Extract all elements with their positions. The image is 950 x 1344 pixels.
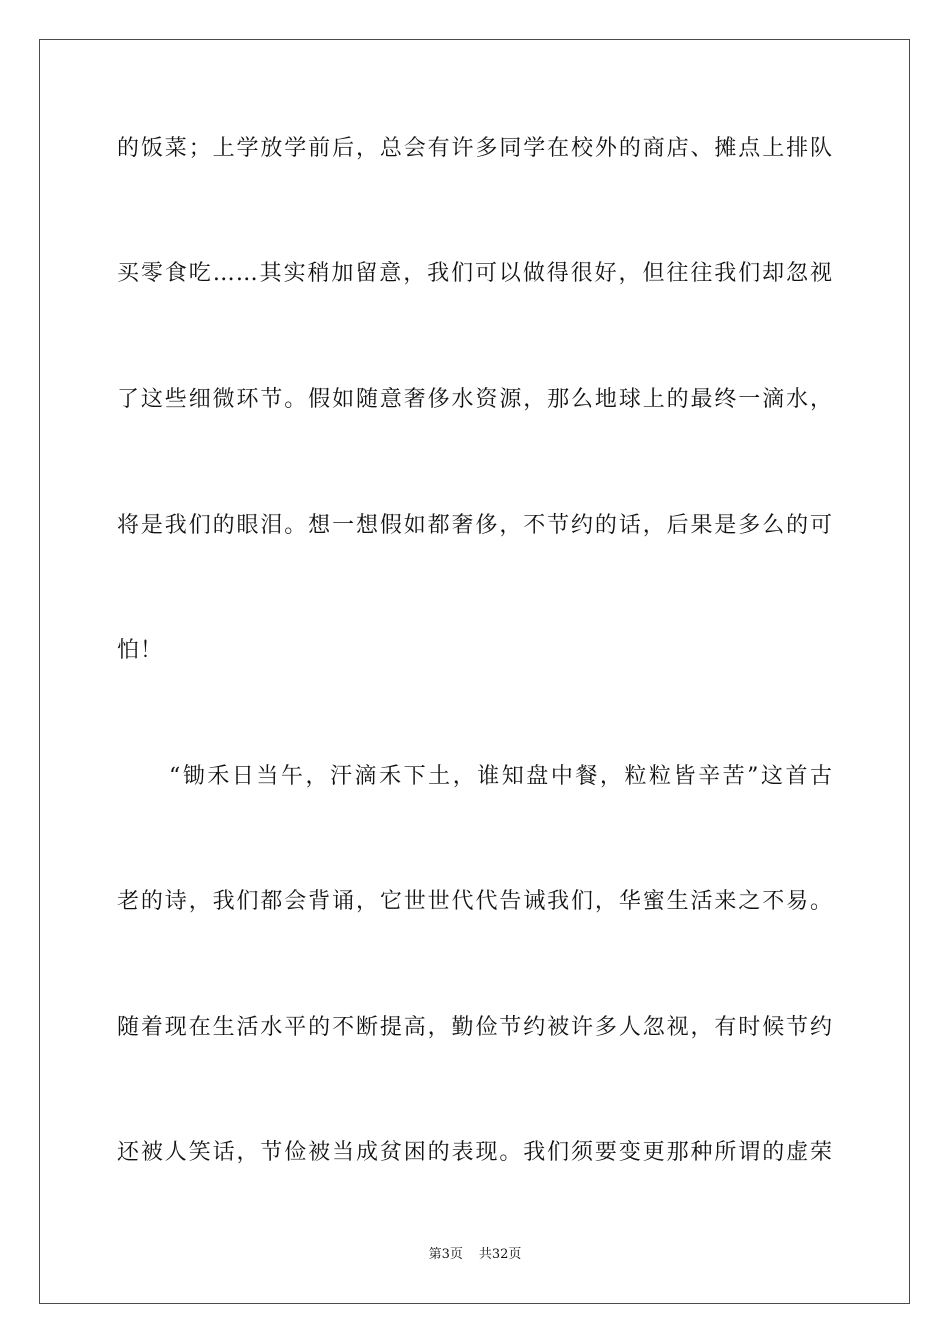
paragraph-first-line: “锄禾日当午，汗滴禾下土，谁知盘中餐，粒粒皆辛苦”这首古 [169, 764, 833, 789]
text-line: 老的诗，我们都会背诵，它世世代代告诫我们，华蜜生活来之不易。 [117, 889, 833, 914]
page-total: 共32页 [478, 1247, 522, 1262]
text-line: 随着现在生活水平的不断提高，勤俭节约被许多人忽视，有时候节约 [117, 1015, 833, 1040]
text-line: 的饭菜；上学放学前后，总会有许多同学在校外的商店、摊点上排队 [117, 136, 833, 161]
text-line: 还被人笑话，节俭被当成贫困的表现。我们须要变更那种所谓的虚荣 [117, 1140, 833, 1165]
text-line: 买零食吃……其实稍加留意，我们可以做得很好，但往往我们却忽视 [117, 261, 833, 286]
page-number: 第3页 [428, 1247, 463, 1262]
text-line: 怕！ [117, 638, 164, 663]
text-line: 了这些细微环节。假如随意奢侈水资源，那么地球上的最终一滴水， [117, 387, 833, 412]
page-border [39, 39, 910, 1304]
text-line: 将是我们的眼泪。想一想假如都奢侈，不节约的话，后果是多么的可 [117, 513, 833, 538]
page-footer [0, 1246, 950, 1264]
